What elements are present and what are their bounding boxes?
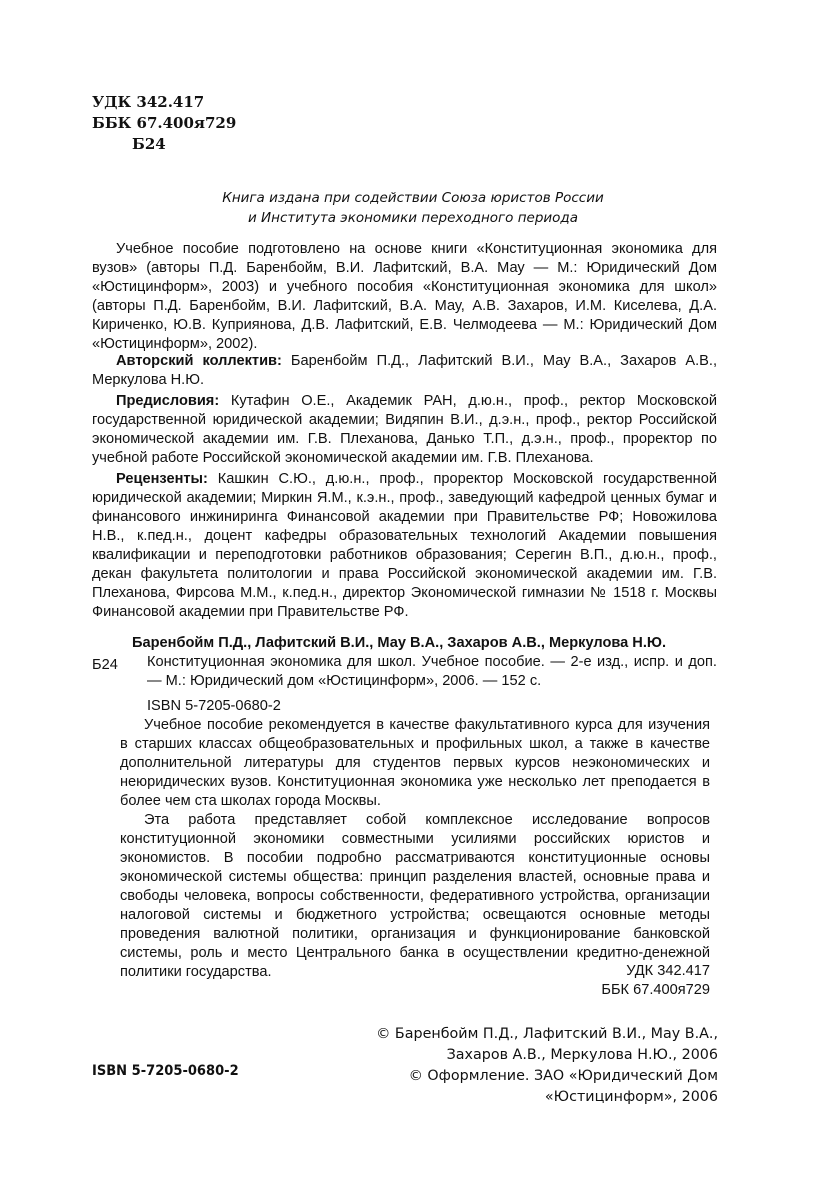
author-mark: Б24 (132, 135, 166, 153)
udk-code-right: УДК 342.417 (626, 963, 710, 979)
intro-block (92, 240, 717, 354)
annotation-paragraph-1: Учебное пособие рекомендуется в качестве факультативного курса для изучения в старших классах общеобразовательных и профильных школ, а также в качестве дополнительной литературы для студентов первых курсов неэкономических и неюридических вузов. Конституционная экономика уже несколько лет преподается в более чем ста школах города Москвы. (120, 717, 710, 809)
udk-code: УДК 342.417 (92, 93, 205, 111)
forewords-text: Кутафин О.Е., Академик РАН, д.ю.н., проф., ректор Московской государственной юридической академии; Видяпин В.И., д.э.н., проф., ректор Российской экономической академии им. Г.В. Плеханова, Данько Т.П., д.э.н., проф., проректор по учебной работе Российской экономической академии им. Г.В. Плеханова. (92, 393, 717, 466)
biblio-description: Конституционная экономика для школ. Учебное пособие. — 2-е изд., испр. и доп. — М.: Юридический дом «Юстицинформ», 2006. — 152 с. (147, 654, 717, 689)
reviewers (92, 470, 717, 622)
copyright-line-2: Захаров А.В., Меркулова Н.Ю., 2006 (446, 1047, 718, 1063)
copyright-line-1: © Баренбойм П.Д., Лафитский В.И., Мау В.А., (376, 1026, 718, 1042)
copyright-block (280, 1024, 718, 1108)
authors-label: Авторский коллектив: (116, 353, 282, 369)
credits-block (92, 352, 717, 624)
sponsor-note (120, 188, 706, 228)
sponsor-line-2: и Института экономики переходного периода (247, 210, 579, 226)
authors-collective (92, 352, 717, 390)
annotation (120, 716, 710, 982)
reviewers-label: Рецензенты: (116, 471, 208, 487)
classification-codes (92, 92, 236, 155)
biblio-authors: Баренбойм П.Д., Лафитский В.И., Мау В.А., Захаров А.В., Меркулова Н.Ю. (132, 635, 667, 651)
classification-codes-right (560, 962, 710, 1000)
forewords (92, 392, 717, 468)
bbk-code-right: ББК 67.400я729 (601, 982, 710, 998)
bibliographic-record (92, 634, 717, 716)
biblio-isbn: ISBN 5-7205-0680-2 (147, 698, 281, 714)
bbk-code: ББК 67.400я729 (92, 114, 237, 132)
sponsor-line-1: Книга издана при содействии Союза юристов России (222, 190, 604, 206)
copyright-line-3: © Оформление. ЗАО «Юридический Дом «Юстицинформ», 2006 (408, 1068, 718, 1105)
annotation-paragraph-2: Эта работа представляет собой комплексное исследование вопросов конституционной экономики совместными усилиями российских юристов и экономистов. В пособии подробно рассматриваются конституционные основы экономической системы общества: принцип разделения властей, основные права и свободы человека, вопросы собственности, федеративного устройства, организации налоговой системы и бюджетного устройства; освещаются основные методы проведения валютной политики, организация и функционирование банковской системы, роль и место Центрального банка в осуществлении кредитно-денежной политики государства. (120, 812, 710, 980)
biblio-code: Б24 (92, 657, 118, 673)
forewords-label: Предисловия: (116, 393, 220, 409)
intro-paragraph: Учебное пособие подготовлено на основе книги «Конституционная экономика для вузов» (авторы П.Д. Баренбойм, В.И. Лафитский, В.А. Мау — М.: Юридический Дом «Юстицинформ», 2003) и учебного пособия «Конституционная экономика для школ» (авторы П.Д. Баренбойм, В.И. Лафитский, В.А. Мау, А.В. Захаров, И.М. Киселева, Д.А. Кириченко, Ю.В. Куприянова, Д.В. Лафитский, Е.В. Челмодеева — М.: Юридический Дом «Юстицинформ», 2002). (92, 241, 717, 352)
reviewers-text: Кашкин С.Ю., д.ю.н., проф., проректор Московской государственной юридической академии; Миркин Я.М., к.э.н., проф., заведующий кафедрой ценных бумаг и финансового инжиниринга Финансовой академии при Правительстве РФ; Новожилова Н.В., к.пед.н., доцент кафедры образовательных технологий Академии повышения квалификации и переподготовки работников образования; Серегин В.П., д.ю.н., проф., декан факультета политологии и права Российской экономической академии им. Г.В. Плеханова, Фирсова М.М., к.пед.н., директор Экономической гимназии № 1518 г. Москвы Финансовой академии при Правительстве РФ. (92, 471, 717, 620)
authors-list: Баренбойм П.Д., Лафитский В.И., Мау В.А., Захаров А.В., Меркулова Н.Ю. (92, 353, 717, 388)
isbn-footer: ISBN 5-7205-0680-2 (92, 1063, 239, 1079)
